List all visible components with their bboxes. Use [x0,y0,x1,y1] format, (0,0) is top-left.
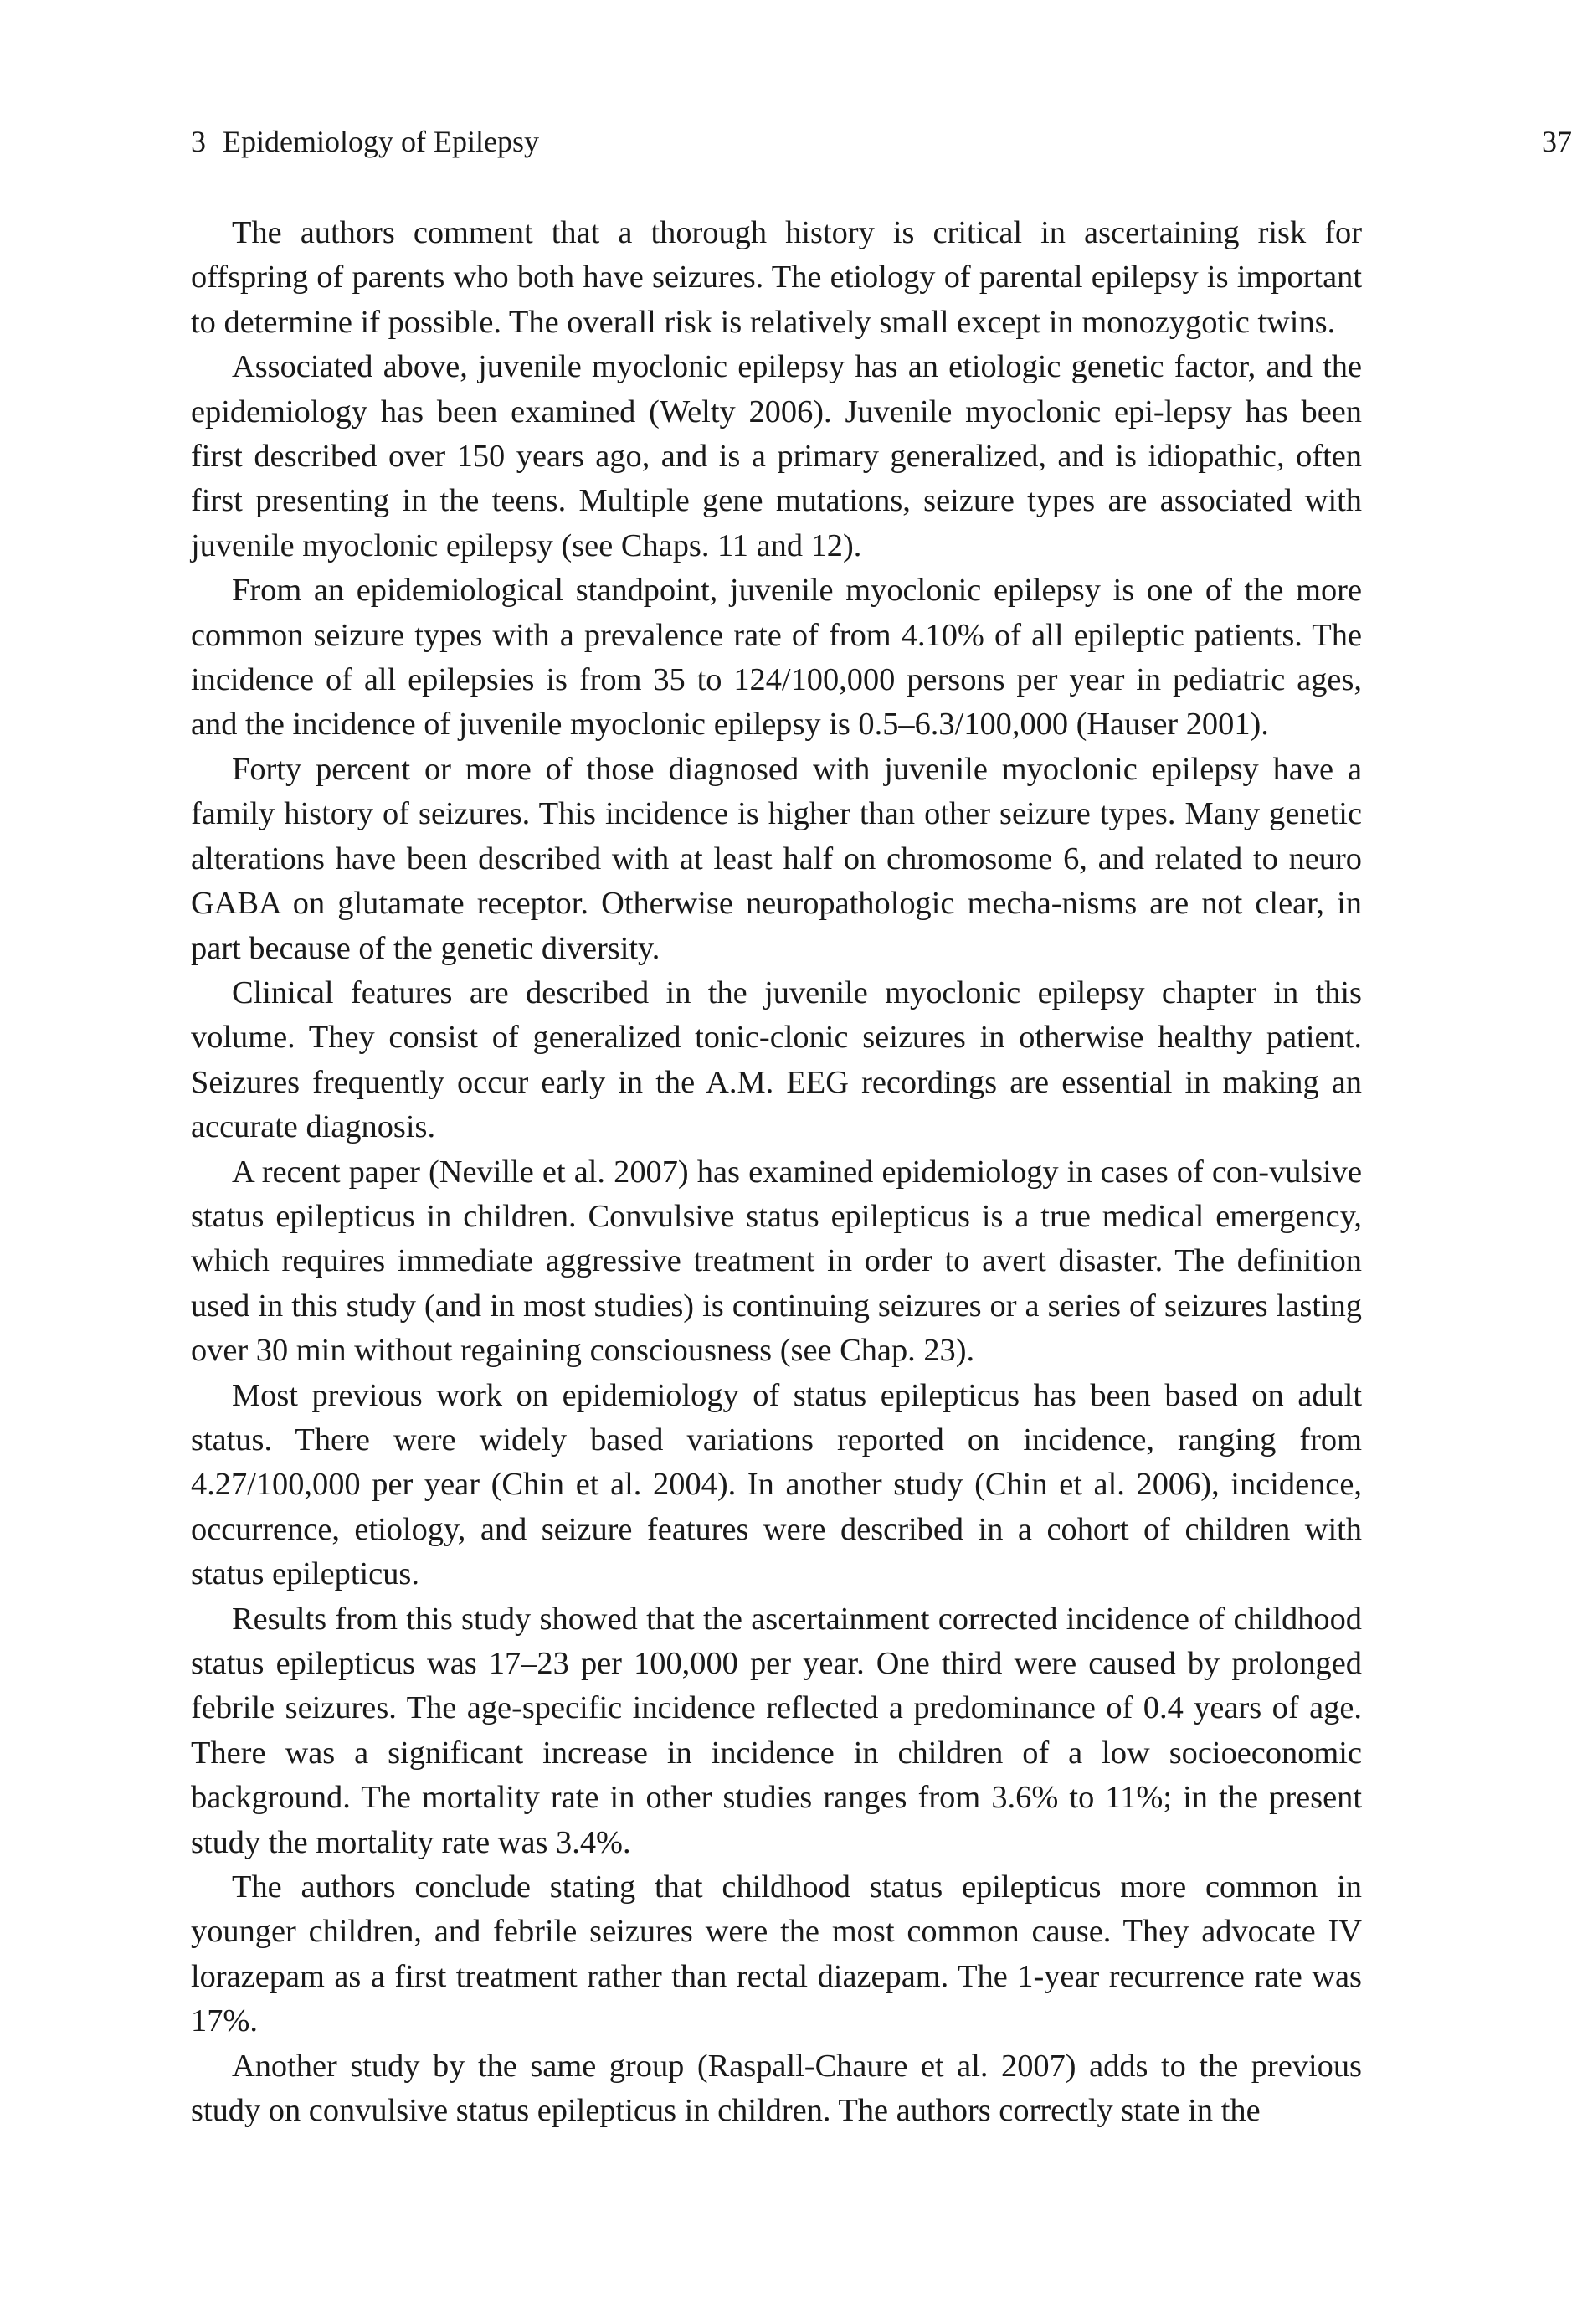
chapter-number: 3 [191,125,206,158]
page-number: 37 [1542,125,1572,158]
body-text [191,211,1362,2133]
paragraph: Associated above, juvenile myoclonic epilepsy has an etiologic genetic factor, and the epidemiology has been examined (Welty 2006). Juvenile myoclonic epi-lepsy has been first described over 150 years ago, and is a primary generalized, and is idiopathic, often first presenting in the teens. Multiple gene mutations, seizure types are associated with juvenile myoclonic epilepsy (see Chaps. 11 and 12). [191,349,1362,563]
paragraph: From an epidemiological standpoint, juvenile myoclonic epilepsy is one of the more common seizure types with a prevalence rate of from 4.10% of all epileptic patients. The incidence of all epilepsies is from 35 to 124/100,000 persons per year in pediatric ages, and the incidence of juvenile myoclonic epilepsy is 0.5–6.3/100,000 (Hauser 2001). [191,573,1362,743]
paragraph: Forty percent or more of those diagnosed with juvenile myoclonic epilepsy have a family history of seizures. This incidence is higher than other seizure types. Many genetic alterations have been described with at least half on chromosome 6, and related to neuro GABA on glutamate receptor. Otherwise neuropathologic mecha-nisms are not clear, in part because of the genetic diversity. [191,751,1362,966]
paragraph: The authors conclude stating that childhood status epilepticus more common in younger children, and febrile seizures were the most common cause. They advocate IV lorazepam as a first treatment rather than rectal diazepam. The 1-year recurrence rate was 17%. [191,1869,1362,2039]
paragraph: The authors comment that a thorough history is critical in ascertaining risk for offspring of parents who both have seizures. The etiology of parental epilepsy is important to determine if possible. The overall risk is relatively small except in monozygotic twins. [191,215,1362,340]
paragraph: Clinical features are described in the juvenile myoclonic epilepsy chapter in this volume. They consist of generalized tonic-clonic seizures in otherwise healthy patient. Seizures frequently occur early in the A.M. EEG recordings are essential in making an accurate diagnosis. [191,974,1362,1145]
paragraph: Most previous work on epidemiology of status epilepticus has been based on adult status. There were widely based variations reported on incidence, ranging from 4.27/100,000 per year (Chin et al. 2004). In another study (Chin et al. 2006), incidence, occurrence, etiology, and seizure features were described in a cohort of children with status epilepticus. [191,1377,1362,1592]
paragraph: A recent paper (Neville et al. 2007) has examined epidemiology in cases of con-vulsive status epilepticus in children. Convulsive status epilepticus is a true medical emergency, which requires immediate aggressive treatment in order to avert disaster. The definition used in this study (and in most studies) is continuing seizures or a series of seizures lasting over 30 min without regaining consciousness (see Chap. 23). [191,1154,1362,1369]
paragraph: Another study by the same group (Raspall-Chaure et al. 2007) adds to the previous study on convulsive status epilepticus in children. The authors correctly state in the [191,2048,1362,2129]
paragraph: Results from this study showed that the ascertainment corrected incidence of childhood status epilepticus was 17–23 per 100,000 per year. One third were caused by prolonged febrile seizures. The age-specific incidence reflected a predominance of 0.4 years of age. There was a significant increase in incidence in children of a low socioeconomic background. The mortality rate in other studies ranges from 3.6% to 11%; in the present study the mortality rate was 3.4%. [191,1601,1362,1860]
running-head [191,121,1572,162]
chapter-title: Epidemiology of Epilepsy [223,125,539,158]
